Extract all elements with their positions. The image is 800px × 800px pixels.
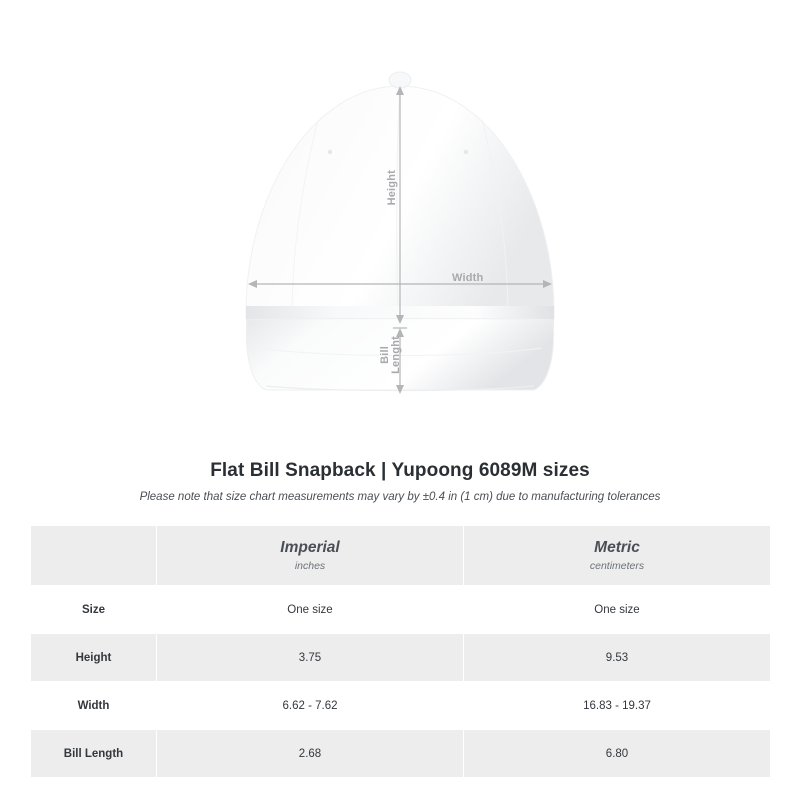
table-corner-cell <box>31 526 157 586</box>
imperial-header-name: Imperial <box>280 539 340 556</box>
metric-header-sub: centimeters <box>589 560 645 572</box>
cell-bill-length-metric: 6.80 <box>464 730 771 778</box>
cell-bill-length-imperial: 2.68 <box>157 730 464 778</box>
size-table-wrapper <box>30 525 770 778</box>
cell-size-metric: One size <box>464 586 771 634</box>
table-row <box>31 730 771 778</box>
table-row <box>31 682 771 730</box>
row-label-width: Width <box>31 682 157 730</box>
size-table <box>30 525 771 778</box>
metric-header-cell <box>464 526 771 586</box>
cap-top-button <box>389 72 411 88</box>
cell-width-metric: 16.83 - 19.37 <box>464 682 771 730</box>
bill-length-dimension-label <box>380 336 402 374</box>
imperial-header-sub: inches <box>294 560 326 572</box>
cell-size-imperial: One size <box>157 586 464 634</box>
cap-eyelet-left <box>328 150 332 154</box>
cell-height-imperial: 3.75 <box>157 634 464 682</box>
bill-length-label-line1: Bill <box>379 345 391 364</box>
table-row <box>31 634 771 682</box>
row-label-size: Size <box>31 586 157 634</box>
row-label-bill-length: Bill Length <box>31 730 157 778</box>
width-dimension-label: Width <box>452 272 484 284</box>
cell-width-imperial: 6.62 - 7.62 <box>157 682 464 730</box>
height-dimension-label: Height <box>386 170 398 206</box>
bill-length-label-line2: Lenght <box>390 336 402 374</box>
cap-eyelet-right <box>464 150 468 154</box>
row-label-height: Height <box>31 634 157 682</box>
tolerance-note: Please note that size chart measurements may vary by ±0.4 in (1 cm) due to manufacturing tolerances <box>139 491 661 503</box>
table-unit-header-row <box>31 526 771 586</box>
metric-header-name: Metric <box>594 539 640 556</box>
page-title: Flat Bill Snapback | Yupoong 6089M sizes <box>210 460 590 481</box>
imperial-header-cell <box>157 526 464 586</box>
cell-height-metric: 9.53 <box>464 634 771 682</box>
table-row <box>31 586 771 634</box>
title-block <box>0 460 800 503</box>
